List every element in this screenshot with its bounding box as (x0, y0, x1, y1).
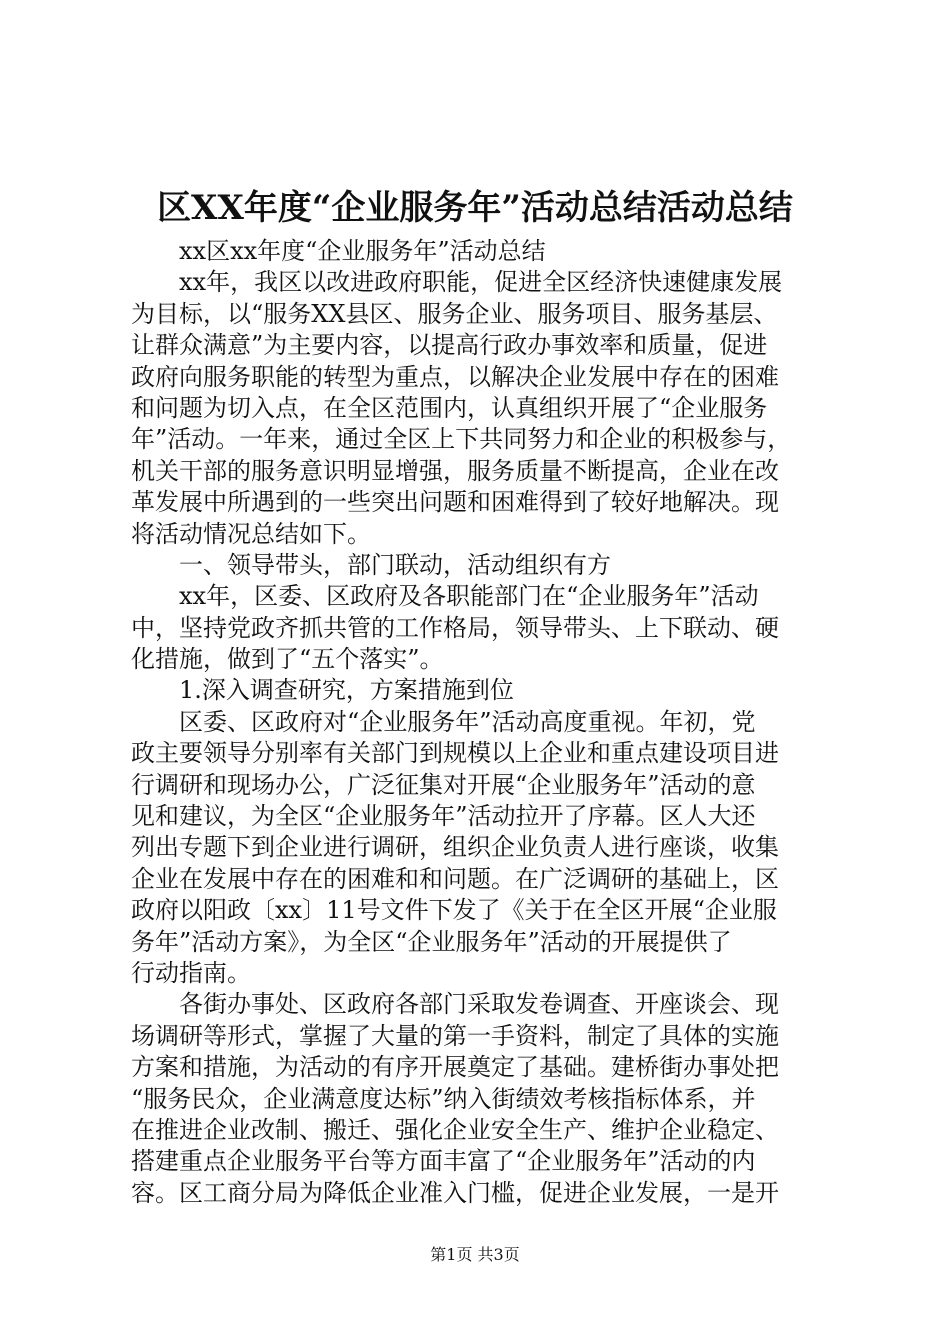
body-line: 机关干部的服务意识明显增强，服务质量不断提高，企业在改 (131, 456, 779, 485)
body-line: “服务民众，企业满意度达标”纳入街绩效考核指标体系，并 (131, 1084, 756, 1113)
body-line: 场调研等形式，掌握了大量的第一手资料，制定了具体的实施 (131, 1021, 779, 1050)
body-line: 将活动情况总结如下。 (131, 519, 371, 548)
body-line: xx年，区委、区政府及各职能部门在“企业服务年”活动 (179, 582, 759, 611)
body-line: 方案和措施，为活动的有序开展奠定了基础。建桥街办事处把 (131, 1053, 779, 1082)
body-line: 政府向服务职能的转型为重点，以解决企业发展中存在的困难 (131, 362, 779, 391)
page-footer: 第1页 共3页 (430, 1245, 520, 1264)
body-line: 列出专题下到企业进行调研，组织企业负责人进行座谈，收集 (131, 833, 779, 862)
body-line: 年”活动。一年来，通过全区上下共同努力和企业的积极参与， (131, 425, 792, 454)
document-title: 区XX年度“企业服务年”活动总结活动总结 (157, 188, 793, 228)
body-line: 政府以阳政〔xx〕11号文件下发了《关于在全区开展“企业服 (131, 896, 777, 925)
body-line: 见和建议，为全区“企业服务年”活动拉开了序幕。区人大还 (131, 802, 756, 831)
body-line: 企业在发展中存在的困难和和问题。在广泛调研的基础上，区 (131, 864, 779, 893)
body-line: 中，坚持党政齐抓共管的工作格局，领导带头、上下联动、硬 (131, 613, 779, 642)
body-line: 行动指南。 (131, 958, 251, 987)
body-line: xx区xx年度“企业服务年”活动总结 (179, 237, 546, 265)
body-line: xx年，我区以改进政府职能，促进全区经济快速健康发展 (179, 268, 783, 297)
body-line: 政主要领导分别率有关部门到规模以上企业和重点建设项目进 (131, 739, 779, 768)
document-body (131, 236, 831, 1209)
body-line: 在推进企业改制、搬迁、强化企业安全生产、维护企业稳定、 (131, 1115, 779, 1144)
body-line: 各街办事处、区政府各部门采取发卷调查、开座谈会、现 (179, 990, 779, 1019)
body-line: 行调研和现场办公，广泛征集对开展“企业服务年”活动的意 (131, 770, 756, 799)
body-line: 搭建重点企业服务平台等方面丰富了“企业服务年”活动的内 (131, 1147, 756, 1176)
body-line: 化措施，做到了“五个落实”。 (131, 645, 444, 674)
body-line: 容。区工商分局为降低企业准入门槛，促进企业发展，一是开 (131, 1178, 779, 1207)
body-line: 革发展中所遇到的一些突出问题和困难得到了较好地解决。现 (131, 488, 779, 517)
body-line: 为目标，以“服务XX县区、服务企业、服务项目、服务基层、 (131, 299, 778, 328)
body-line: 和问题为切入点，在全区范围内，认真组织开展了“企业服务 (131, 393, 768, 422)
body-line: 务年”活动方案》，为全区“企业服务年”活动的开展提供了 (131, 927, 732, 956)
body-line: 一、领导带头，部门联动，活动组织有方 (179, 550, 611, 579)
body-line: 让群众满意”为主要内容，以提高行政办事效率和质量，促进 (131, 331, 768, 360)
body-line: 1.深入调查研究，方案措施到位 (179, 676, 514, 705)
body-line: 区委、区政府对“企业服务年”活动高度重视。年初，党 (179, 707, 756, 736)
